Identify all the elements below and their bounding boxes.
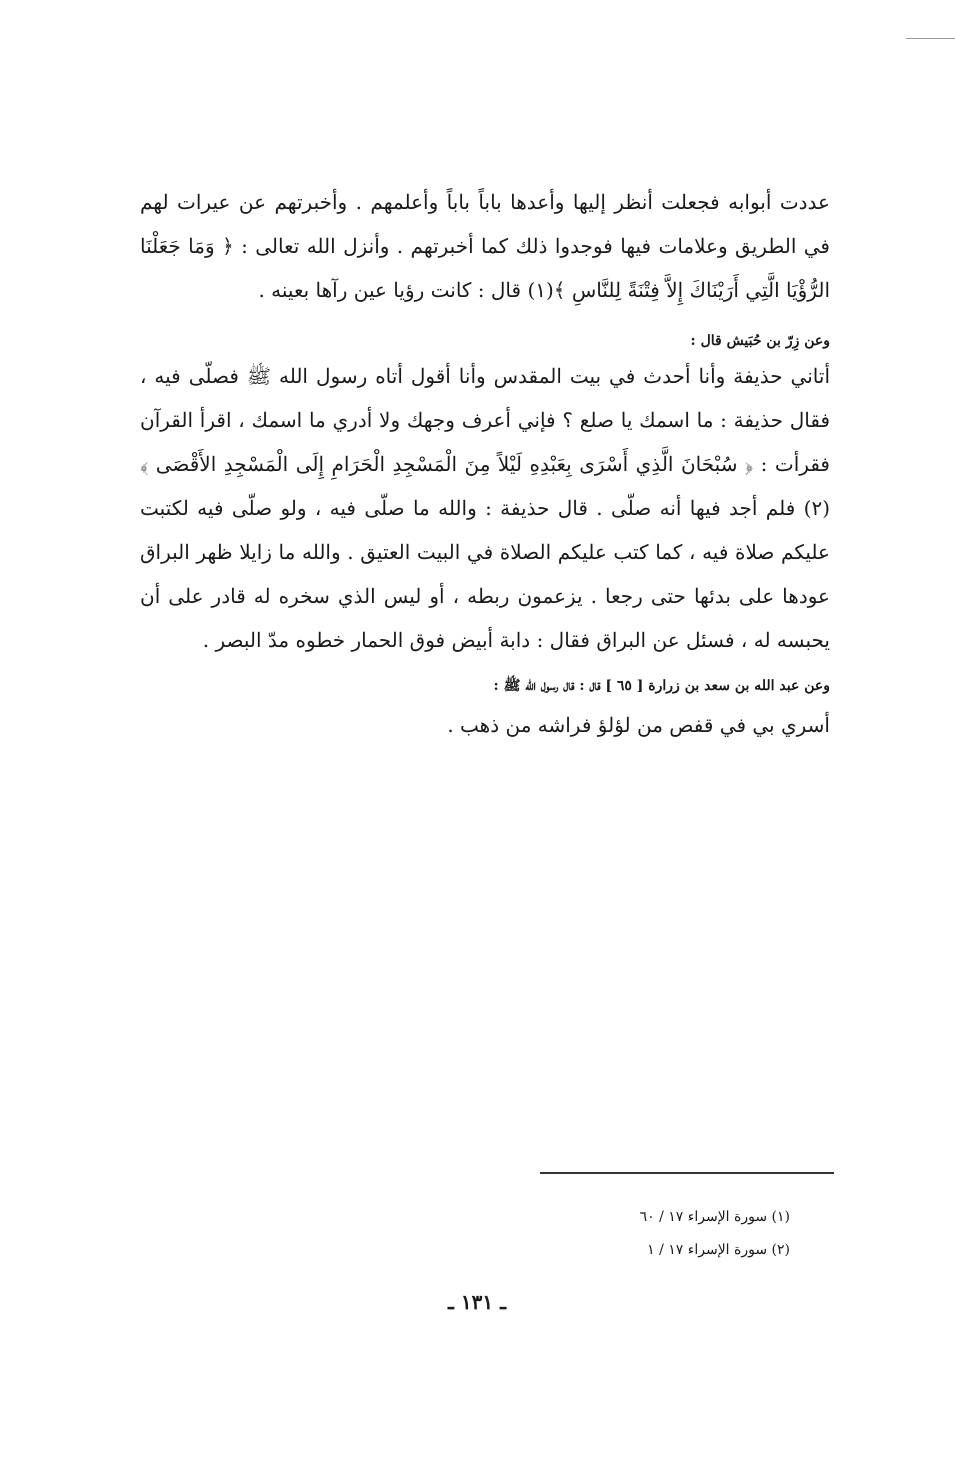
- footnote-1: (١) سورة الإسراء ١٧ / ٦٠: [639, 1209, 790, 1225]
- footnote-2: (٢) سورة الإسراء ١٧ / ١: [647, 1242, 790, 1258]
- paragraph-3: أسري بي في قفص من لؤلؤ فراشه من ذهب .: [447, 713, 830, 737]
- paragraph-1: عددت أبوابه فجعلت أنظر إليها وأعدها باباً باباً وأعلمهم . وأخبرتهم عن عيرات لهم في الطريق وعلامات فيها فوجدوا ذلك كما أخبرتهم . وأنزل الله تعالى : ﴿ وَمَا جَعَلْنَا الرُّؤْيَا الَّتِي أَرَيْنَاكَ إِلاَّ فِتْنَةً لِلنَّاسِ ﴾(١) قال : كانت رؤيا عين رآها بعينه .: [140, 190, 830, 302]
- narration-heading-1: وعن زِرّ بن حُبَيش قال :: [690, 333, 830, 349]
- page-number: ـ ١٣١ ـ: [448, 1290, 506, 1314]
- narration-heading-2: وعن عبد الله بن سعد بن زرارة [ ٦٥ ] قال : قال رسول الله ﷺ :: [493, 678, 830, 694]
- top-edge-rule: [906, 38, 955, 39]
- paragraph-2: أتاني حذيفة وأنا أحدث في بيت المقدس وأنا أقول أتاه رسول الله ﷺ فصلّى فيه ، فقال حذيفة : ما اسمك يا صلع ؟ فإني أعرف وجهك ولا أدري ما اسمك ، اقرأ القرآن فقرأت : ﴿ سُبْحَانَ الَّذِي أَسْرَى بِعَبْدِهِ لَيْلاً مِنَ الْمَسْجِدِ الْحَرَامِ إِلَى الْمَسْجِدِ الأَقْصَى ﴾(٢) فلم أجد فيها أنه صلّى . قال حذيفة : والله ما صلّى فيه ، ولو صلّى فيه لكتبت عليكم صلاة فيه ، كما كتب عليكم الصلاة في البيت العتيق . والله ما زايلا ظهر البراق عودها على بدئها حتى رجعا . يزعمون ربطه ، أو ليس الذي سخره له قادر على أن يحبسه له ، فسئل عن البراق فقال : دابة أبيض فوق الحمار خطوه مدّ البصر .: [140, 364, 830, 652]
- footnote-separator: [540, 1172, 834, 1174]
